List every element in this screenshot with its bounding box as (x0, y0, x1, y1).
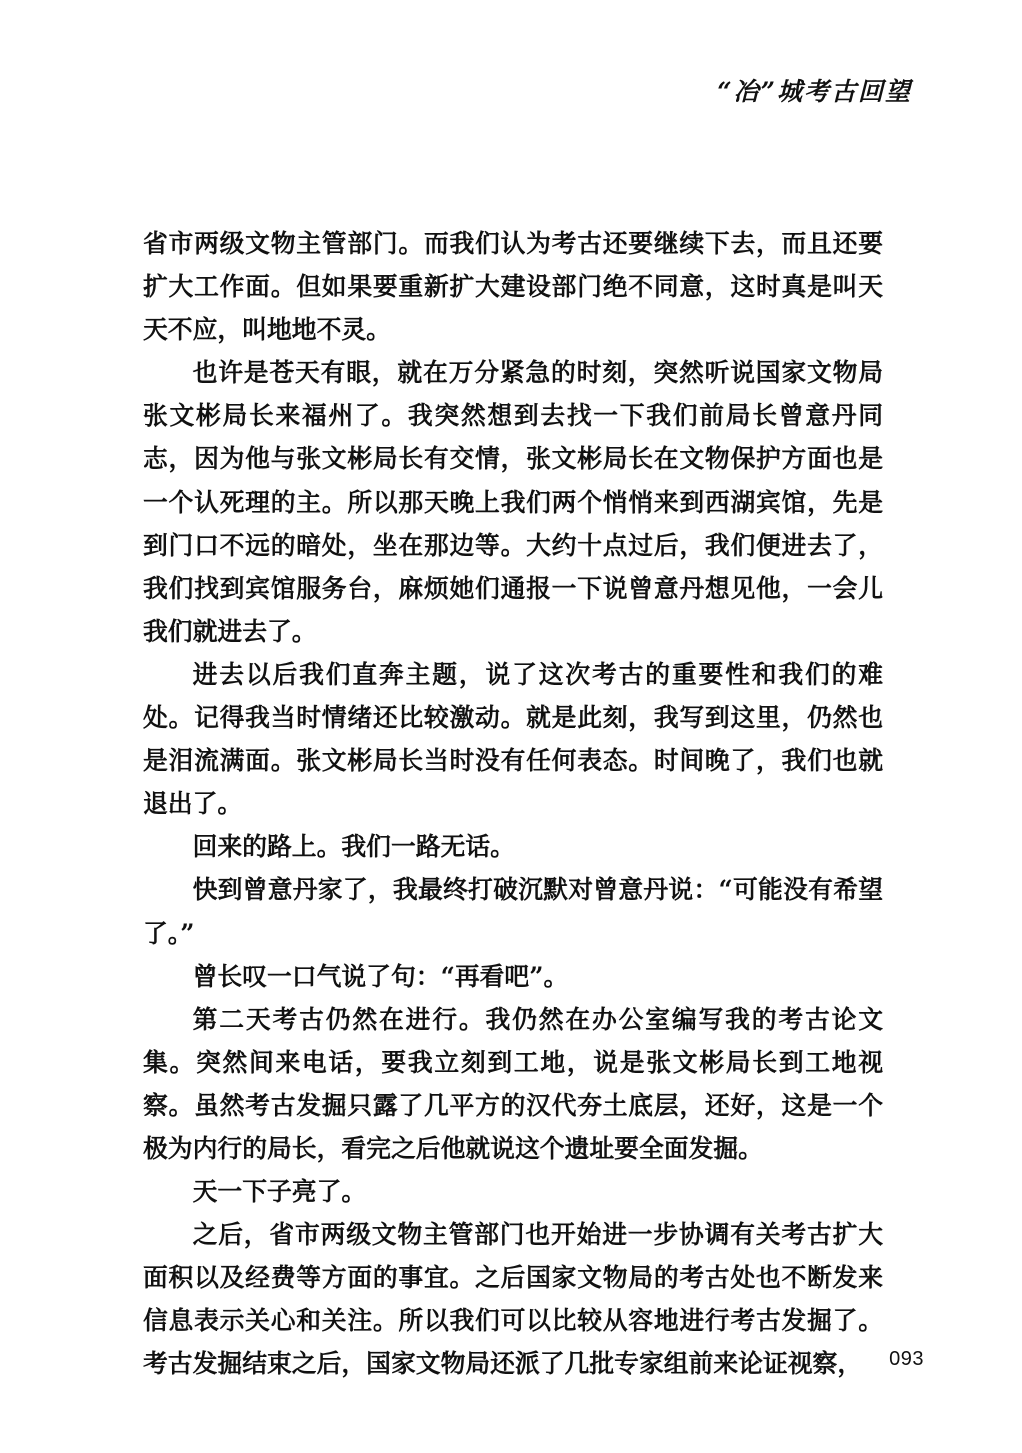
paragraph-4: 回来的路上。我们一路无话。 (192, 832, 515, 862)
paragraph-1: 省市两级文物主管部门。而我们认为考古还要继续下去，而且还要扩大工作面。但如果要重新扩大建设部门绝不同意，这时真是叫天天不应，叫地地不灵。 (143, 229, 883, 345)
paragraph-5: 快到曾意丹家了，我最终打破沉默对曾意丹说：“可能没有希望了。” (143, 875, 883, 948)
paragraph-2: 也许是苍天有眼，就在万分紧急的时刻，突然听说国家文物局张文彬局长来福州了。我突然想到去找一下我们前局长曾意丹同志，因为他与张文彬局长有交情，张文彬局长在文物保护方面也是一个认死理的主。所以那天晚上我们两个悄悄来到西湖宾馆，先是到门口不远的暗处，坐在那边等。大约十点过后，我们便进去了，我们找到宾馆服务台，麻烦她们通报一下说曾意丹想见他，一会儿我们就进去了。 (143, 358, 883, 646)
body-text (143, 222, 883, 1386)
paragraph-7: 第二天考古仍然在进行。我仍然在办公室编写我的考古论文集。突然间来电话，要我立刻到工地，说是张文彬局长到工地视察。虽然考古发掘只露了几平方的汉代夯土底层，还好，这是一个极为内行的局长，看完之后他就说这个遗址要全面发掘。 (143, 1004, 883, 1163)
paragraph-6: 曾长叹一口气说了句：“再看吧”。 (192, 961, 569, 991)
paragraph-8: 天一下子亮了。 (192, 1177, 367, 1207)
page-number: 093 (889, 1348, 924, 1370)
running-header-title: “冶”城考古回望 (717, 77, 912, 106)
paragraph-9: 之后，省市两级文物主管部门也开始进一步协调有关考古扩大面积以及经费等方面的事宜。之后国家文物局的考古处也不断发来信息表示关心和关注。所以我们可以比较从容地进行考古发掘了。考古发掘结束之后，国家文物局还派了几批专家组前来论证视察， (143, 1220, 883, 1379)
paragraph-3: 进去以后我们直奔主题，说了这次考古的重要性和我们的难处。记得我当时情绪还比较激动。就是此刻，我写到这里，仍然也是泪流满面。张文彬局长当时没有任何表态。时间晚了，我们也就退出了。 (143, 659, 883, 819)
